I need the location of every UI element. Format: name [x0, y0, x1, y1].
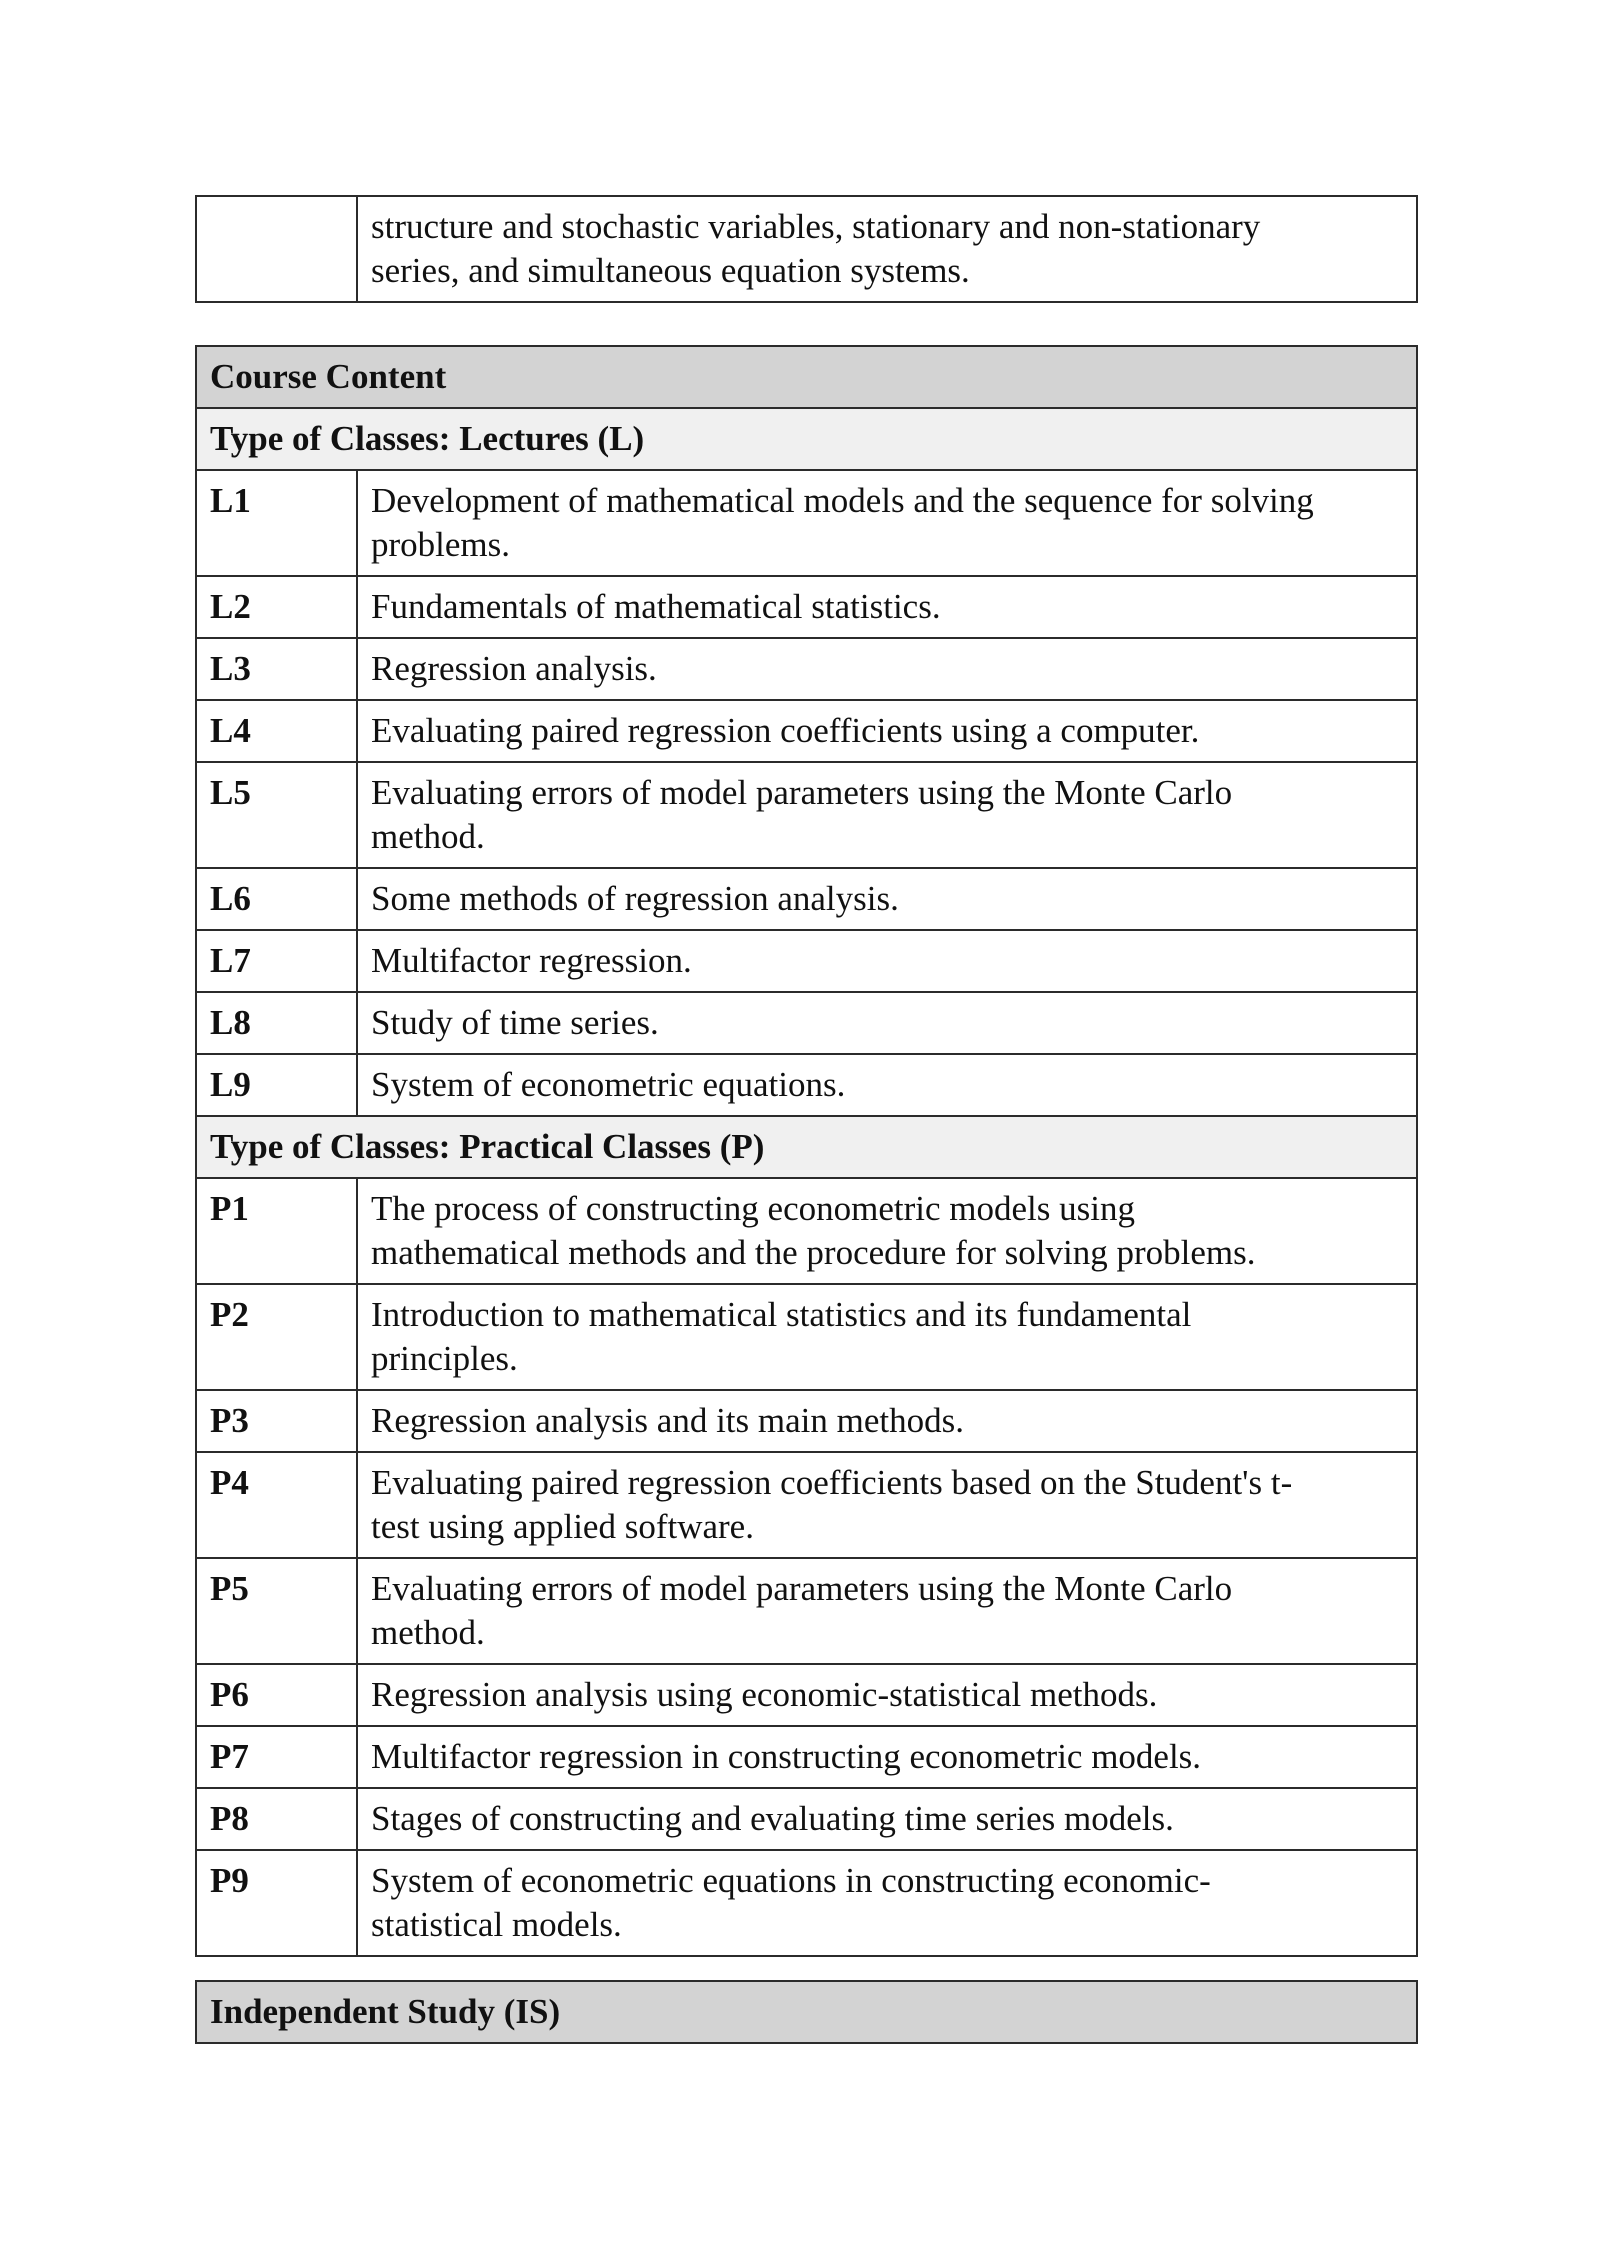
- class-description: [357, 1054, 1417, 1116]
- class-description: [357, 700, 1417, 762]
- class-code: L9: [196, 1054, 357, 1116]
- table-row: [196, 762, 1417, 868]
- class-code: L3: [196, 638, 357, 700]
- text-line: System of econometric equations in constructing economic-: [371, 1861, 1211, 1900]
- class-code: L6: [196, 868, 357, 930]
- table-row: [196, 1788, 1417, 1850]
- class-code: P6: [196, 1664, 357, 1726]
- text-line: mathematical methods and the procedure for solving problems.: [371, 1233, 1256, 1272]
- class-code: P5: [196, 1558, 357, 1664]
- table-row: [196, 868, 1417, 930]
- practicals-heading: Type of Classes: Practical Classes (P): [196, 1116, 1417, 1178]
- independent-study-title: Independent Study (IS): [196, 1981, 1417, 2043]
- text-line: Regression analysis using economic-statistical methods.: [371, 1675, 1158, 1714]
- text-line: Some methods of regression analysis.: [371, 879, 899, 918]
- lectures-heading: Type of Classes: Lectures (L): [196, 408, 1417, 470]
- class-description: [357, 1664, 1417, 1726]
- text-line: method.: [371, 817, 485, 856]
- text-line: Evaluating paired regression coefficients using a computer.: [371, 711, 1200, 750]
- class-description: [357, 930, 1417, 992]
- section-header-row: [196, 346, 1417, 408]
- subsection-header-row: [196, 1116, 1417, 1178]
- class-description: [357, 762, 1417, 868]
- class-description: [357, 638, 1417, 700]
- text-line: Study of time series.: [371, 1003, 659, 1042]
- text-line: series, and simultaneous equation systems.: [371, 251, 970, 290]
- class-description: [357, 992, 1417, 1054]
- class-description: [357, 1390, 1417, 1452]
- text-line: The process of constructing econometric models using: [371, 1189, 1135, 1228]
- practical-rows: [196, 1178, 1417, 1956]
- text-line: Development of mathematical models and the sequence for solving: [371, 481, 1314, 520]
- text-line: Introduction to mathematical statistics and its fundamental: [371, 1295, 1192, 1334]
- code-cell: [196, 196, 357, 302]
- text-line: Regression analysis.: [371, 649, 657, 688]
- class-description: [357, 1726, 1417, 1788]
- class-description: [357, 1788, 1417, 1850]
- continuation-table: [195, 195, 1418, 303]
- class-description: [357, 470, 1417, 576]
- table-row: [196, 700, 1417, 762]
- course-content-table: [195, 345, 1418, 1957]
- text-line: statistical models.: [371, 1905, 622, 1944]
- text-line: Regression analysis and its main methods.: [371, 1401, 964, 1440]
- table-row: [196, 1178, 1417, 1284]
- text-line: Stages of constructing and evaluating time series models.: [371, 1799, 1174, 1838]
- text-line: principles.: [371, 1339, 518, 1378]
- text-line: test using applied software.: [371, 1507, 754, 1546]
- class-description: [357, 1178, 1417, 1284]
- class-code: L7: [196, 930, 357, 992]
- table-row: [196, 638, 1417, 700]
- section-header-row: [196, 1981, 1417, 2043]
- course-content-title: Course Content: [196, 346, 1417, 408]
- table-row: [196, 1726, 1417, 1788]
- table-row: [196, 1284, 1417, 1390]
- class-code: L8: [196, 992, 357, 1054]
- subsection-header-row: [196, 408, 1417, 470]
- text-line: Evaluating paired regression coefficients based on the Student's t-: [371, 1463, 1293, 1502]
- class-code: P4: [196, 1452, 357, 1558]
- table-row: [196, 196, 1417, 302]
- text-line: Evaluating errors of model parameters using the Monte Carlo: [371, 1569, 1233, 1608]
- table-row: [196, 1664, 1417, 1726]
- table-row: [196, 930, 1417, 992]
- text-line: Multifactor regression in constructing econometric models.: [371, 1737, 1202, 1776]
- class-code: L2: [196, 576, 357, 638]
- class-description: [357, 1452, 1417, 1558]
- text-line: Evaluating errors of model parameters using the Monte Carlo: [371, 773, 1233, 812]
- class-code: P1: [196, 1178, 357, 1284]
- class-description: [357, 1284, 1417, 1390]
- text-line: method.: [371, 1613, 485, 1652]
- class-code: P9: [196, 1850, 357, 1956]
- text-line: structure and stochastic variables, stationary and non-stationary: [371, 207, 1261, 246]
- class-description: [357, 1558, 1417, 1664]
- text-line: problems.: [371, 525, 511, 564]
- class-code: P8: [196, 1788, 357, 1850]
- table-row: [196, 1850, 1417, 1956]
- text-line: Fundamentals of mathematical statistics.: [371, 587, 941, 626]
- class-code: P2: [196, 1284, 357, 1390]
- class-description: [357, 576, 1417, 638]
- table-row: [196, 1558, 1417, 1664]
- independent-study-table: [195, 1980, 1418, 2044]
- description-cell: [357, 196, 1417, 302]
- class-description: [357, 868, 1417, 930]
- table-row: [196, 992, 1417, 1054]
- text-line: System of econometric equations.: [371, 1065, 846, 1104]
- class-code: L5: [196, 762, 357, 868]
- lecture-rows: [196, 470, 1417, 1116]
- class-code: P3: [196, 1390, 357, 1452]
- class-code: L4: [196, 700, 357, 762]
- table-row: [196, 1452, 1417, 1558]
- class-code: P7: [196, 1726, 357, 1788]
- class-description: [357, 1850, 1417, 1956]
- table-row: [196, 1054, 1417, 1116]
- table-row: [196, 470, 1417, 576]
- table-row: [196, 1390, 1417, 1452]
- text-line: Multifactor regression.: [371, 941, 692, 980]
- table-row: [196, 576, 1417, 638]
- class-code: L1: [196, 470, 357, 576]
